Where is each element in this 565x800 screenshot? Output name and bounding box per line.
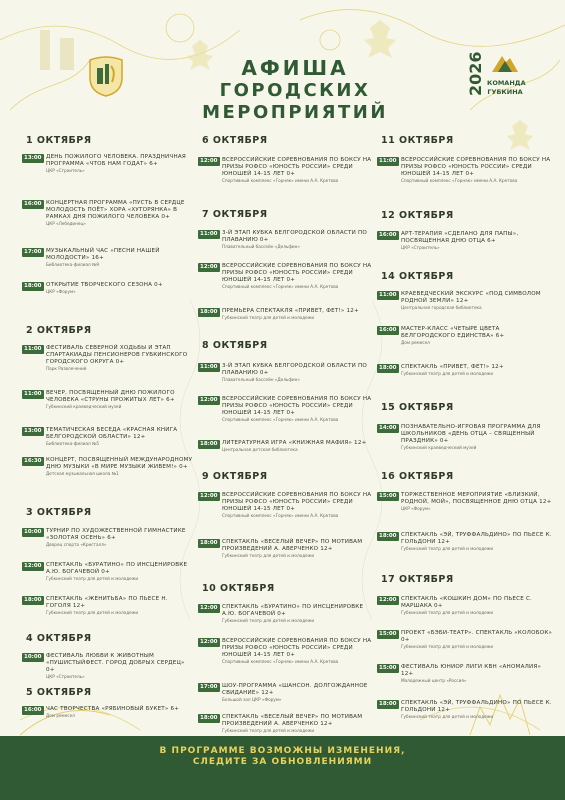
event-item (198, 539, 374, 559)
event-time-badge: 10:00 (24, 654, 42, 660)
event-title: ВСЕРОССИЙСКИЕ СОРЕВНОВАНИЯ ПО БОКСУ НА ПРИЗЫ РОФСО «ЮНОСТЬ РОССИИ» СРЕДИ ЮНОШЕЙ 14-15 ЛЕТ 0+ (222, 263, 372, 283)
event-time-badge: 12:00 (200, 397, 218, 403)
event-item (198, 157, 374, 184)
event-time-badge: 18:00 (379, 365, 397, 371)
event-venue: Губкинский театр для детей и молодежи (401, 610, 494, 615)
date-heading: 5 ОКТЯБРЯ (26, 687, 92, 698)
event-item (377, 364, 553, 377)
event-item (198, 363, 374, 383)
event-item (198, 308, 374, 321)
event-venue: Детская музыкальная школа №1 (46, 471, 119, 476)
event-venue: Губкинский театр для детей и молодежи (401, 714, 494, 719)
date-heading: 7 ОКТЯБРЯ (202, 209, 268, 220)
event-time-badge: 12:00 (200, 493, 218, 499)
event-title: 3-Й ЭТАП КУБКА БЕЛГОРОДСКОЙ ОБЛАСТИ ПО ПЛАВАНИЮ 0+ (222, 363, 368, 376)
event-venue: Спортивный комплекс «Горняк» имени А.А. Кретова (222, 284, 339, 289)
event-venue: Губкинский театр для детей и молодежи (222, 618, 315, 623)
event-time-badge: 16:00 (379, 232, 397, 238)
event-venue: Губкинский театр для детей и молодежи (401, 546, 494, 551)
event-item (377, 231, 553, 251)
event-title: ВСЕРОССИЙСКИЕ СОРЕВНОВАНИЯ ПО БОКСУ НА ПРИЗЫ РОФСО «ЮНОСТЬ РОССИИ» СРЕДИ ЮНОШЕЙ 14-15 ЛЕТ 0+ (222, 492, 372, 512)
event-time-badge: 12:00 (379, 597, 397, 603)
event-item (377, 157, 553, 184)
date-heading: 12 ОКТЯБРЯ (381, 210, 454, 221)
event-time-badge: 11:00 (379, 158, 397, 164)
event-venue: Дворец спорта «Кристалл» (46, 542, 107, 547)
header (0, 0, 565, 123)
event-item (198, 604, 374, 624)
event-venue: ЦКР «Лебединец» (46, 221, 86, 226)
event-title: ПРЕМЬЕРА СПЕКТАКЛЯ «ПРИВЕТ, ФЕТ!» 12+ (222, 308, 359, 314)
event-item (198, 263, 374, 290)
event-time-badge: 18:00 (200, 540, 218, 546)
event-title: АРТ-ТЕРАПИЯ «СДЕЛАНО ДЛЯ ПАПЫ», ПОСВЯЩЕННАЯ ДНЮ ОТЦА 6+ (401, 231, 519, 244)
event-venue: Спортивный комплекс «Горняк» имени А.А. Кретова (222, 659, 339, 664)
event-title: ЧАС ТВОРЧЕСТВА «РЯБИНОВЫЙ БУКЕТ» 6+ (46, 706, 180, 712)
city-emblem-icon (88, 54, 124, 98)
event-title: ПРОЕКТ «БЭБИ-ТЕАТР». СПЕКТАКЛЬ «КОЛОБОК» 0+ (401, 630, 553, 643)
event-item (198, 683, 374, 703)
page-title (130, 56, 460, 124)
event-time-badge: 12:00 (200, 639, 218, 645)
event-item (22, 154, 194, 174)
event-item (377, 596, 553, 616)
event-item (377, 700, 553, 720)
event-time-badge: 10:00 (24, 529, 42, 535)
event-item (198, 492, 374, 519)
event-item (198, 230, 374, 250)
event-venue: Губкинский театр для детей и молодежи (401, 371, 494, 376)
event-title: ВЕЧЕР, ПОСВЯЩЕННЫЙ ДНЮ ПОЖИЛОГО ЧЕЛОВЕКА «СТРУНЫ ПРОЖИТЫХ ЛЕТ» 6+ (46, 390, 175, 403)
event-venue: Губкинский краеведческий музей (401, 445, 477, 450)
event-time-badge: 13:00 (24, 428, 42, 434)
title-line-2: ГОРОДСКИХ МЕРОПРИЯТИЙ (202, 80, 388, 123)
event-item (22, 653, 194, 680)
event-time-badge: 16:00 (379, 327, 397, 333)
footer-text (0, 746, 565, 768)
event-time-badge: 18:00 (379, 701, 397, 707)
event-time-badge: 17:00 (200, 684, 218, 690)
event-venue: Большой зал ЦКР «Форум» (222, 697, 282, 702)
event-title: СПЕКТАКЛЬ «ВЕСЕЛЫЙ ВЕЧЕР» ПО МОТИВАМ ПРОИЗВЕДЕНИЙ А. АВЕРЧЕНКО 12+ (222, 539, 363, 552)
event-venue: Спортивный комплекс «Горняк» имени А.А. Кретова (222, 178, 339, 183)
event-item (377, 424, 553, 451)
event-venue: Губкинский театр для детей и молодежи (46, 576, 139, 581)
date-heading: 1 ОКТЯБРЯ (26, 135, 92, 146)
event-title: ТОРЖЕСТВЕННОЕ МЕРОПРИЯТИЕ «БЛИЗКИЙ, РОДНОЙ, МОЙ», ПОСВЯЩЕННОЕ ДНЮ ОТЦА 12+ (401, 492, 552, 505)
event-title: ТУРНИР ПО ХУДОЖЕСТВЕННОЙ ГИМНАСТИКЕ «ЗОЛОТАЯ ОСЕНЬ» 6+ (46, 528, 186, 541)
event-venue: Плавательный бассейн «Дельфин» (222, 377, 300, 382)
event-item (22, 457, 194, 477)
event-title: ОТКРЫТИЕ ТВОРЧЕСКОГО СЕЗОНА 0+ (46, 282, 163, 288)
event-venue: Дом ремесел (401, 340, 430, 345)
event-item (22, 248, 194, 268)
event-time-badge: 12:00 (200, 264, 218, 270)
event-venue: Спортивный комплекс «Горняк» имени А.А. Кретова (401, 178, 518, 183)
event-time-badge: 11:00 (24, 346, 42, 352)
event-venue: Губкинский краеведческий музей (46, 404, 122, 409)
date-heading: 11 ОКТЯБРЯ (381, 135, 454, 146)
title-line-1: АФИША (241, 56, 349, 80)
event-time-badge: 18:00 (379, 533, 397, 539)
date-heading: 15 ОКТЯБРЯ (381, 402, 454, 413)
footer-line-1: В ПРОГРАММЕ ВОЗМОЖНЫ ИЗМЕНЕНИЯ, (159, 746, 406, 756)
event-venue: ЦКР «Строитель» (401, 245, 440, 250)
event-title: КОНЦЕРТНАЯ ПРОГРАММА «ПУСТЬ В СЕРДЦЕ МОЛОДОСТЬ ПОЁТ» ХОРА «ХУТОРЯНКА» В РАМКАХ ДНЯ ПОЖИЛОГО ЧЕЛОВЕКА 0+ (46, 200, 185, 220)
event-venue: Парк Развлечений (46, 366, 87, 371)
date-heading: 3 ОКТЯБРЯ (26, 507, 92, 518)
event-time-badge: 17:00 (24, 249, 42, 255)
event-venue: Губкинский театр для детей и молодежи (46, 610, 139, 615)
event-item (22, 562, 194, 582)
event-item (377, 664, 553, 684)
event-venue: Спортивный комплекс «Горняк» имени А.А. Кретова (222, 417, 339, 422)
event-time-badge: 11:00 (379, 292, 397, 298)
date-heading: 9 ОКТЯБРЯ (202, 471, 268, 482)
event-title: ФЕСТИВАЛЬ СЕВЕРНОЙ ХОДЬБЫ И ЭТАП СПАРТАКИАДЫ ПЕНСИОНЕРОВ ГУБКИНСКОГО ГОРОДСКОГО ОКРУГА 0+ (46, 345, 188, 365)
event-title: СПЕКТАКЛЬ «ПРИВЕТ, ФЕТ!» 12+ (401, 364, 504, 370)
event-title: ВСЕРОССИЙСКИЕ СОРЕВНОВАНИЯ ПО БОКСУ НА ПРИЗЫ РОФСО «ЮНОСТЬ РОССИИ» СРЕДИ ЮНОШЕЙ 14-15 ЛЕТ 0+ (222, 396, 372, 416)
event-item (198, 638, 374, 665)
event-time-badge: 18:00 (24, 283, 42, 289)
event-time-badge: 12:00 (200, 158, 218, 164)
event-venue: Губкинский театр для детей и молодежи (222, 728, 315, 733)
event-item (198, 440, 374, 453)
date-heading: 16 ОКТЯБРЯ (381, 471, 454, 482)
event-venue: Плавательный бассейн «Дельфин» (222, 244, 300, 249)
event-title: 3-Й ЭТАП КУБКА БЕЛГОРОДСКОЙ ОБЛАСТИ ПО ПЛАВАНИЮ 0+ (222, 230, 368, 243)
event-item (22, 596, 194, 616)
event-title: СПЕКТАКЛЬ «КОШКИН ДОМ» ПО ПЬЕСЕ С. МАРШАКА 0+ (401, 596, 533, 609)
footer-banner (0, 736, 565, 800)
event-time-badge: 13:00 (24, 155, 42, 161)
event-item (377, 630, 553, 650)
event-title: СПЕКТАКЛЬ «ЭЙ, ТРУФФАЛЬДИНО» ПО ПЬЕСЕ К. ГОЛЬДОНИ 12+ (401, 532, 552, 545)
event-time-badge: 16:00 (24, 707, 42, 713)
event-venue: Губкинский театр для детей и молодежи (222, 315, 315, 320)
event-title: ТЕМАТИЧЕСКАЯ БЕСЕДА «КРАСНАЯ КНИГА БЕЛГОРОДСКОЙ ОБЛАСТИ» 12+ (46, 427, 178, 440)
event-title: МУЗЫКАЛЬНЫЙ ЧАС «ПЕСНИ НАШЕЙ МОЛОДОСТИ» 16+ (46, 248, 160, 261)
event-title: СПЕКТАКЛЬ «ВЕСЕЛЫЙ ВЕЧЕР» ПО МОТИВАМ ПРОИЗВЕДЕНИЙ А. АВЕРЧЕНКО 12+ (222, 714, 363, 727)
year-label: 2026 (466, 51, 485, 97)
event-item (22, 200, 194, 227)
event-time-badge: 18:00 (24, 597, 42, 603)
mountain-logo-icon (490, 52, 520, 74)
event-time-badge: 12:00 (200, 605, 218, 611)
event-item (22, 345, 194, 372)
event-item (377, 492, 553, 512)
event-title: ДЕНЬ ПОЖИЛОГО ЧЕЛОВЕКА. ПРАЗДНИЧНАЯ ПРОГРАММА «ЧТОБ НАМ ГОДАТ» 6+ (46, 154, 186, 167)
date-heading: 17 ОКТЯБРЯ (381, 574, 454, 585)
event-title: СПЕКТАКЛЬ «ЖЕНИТЬБА» ПО ПЬЕСЕ Н. ГОГОЛЯ 12+ (46, 596, 168, 609)
event-title: ВСЕРОССИЙСКИЕ СОРЕВНОВАНИЯ ПО БОКСУ НА ПРИЗЫ РОФСО «ЮНОСТЬ РОССИИ» СРЕДИ ЮНОШЕЙ 14-15 ЛЕТ 0+ (222, 157, 372, 177)
event-item (198, 396, 374, 423)
event-time-badge: 16:00 (24, 201, 42, 207)
event-venue: Библиотека-филиал №9 (46, 262, 100, 267)
event-title: ЛИТЕРАТУРНАЯ ИГРА «КНИЖНАЯ МАФИЯ» 12+ (222, 440, 367, 446)
event-time-badge: 15:00 (379, 493, 397, 499)
date-heading: 6 ОКТЯБРЯ (202, 135, 268, 146)
event-venue: Спортивный комплекс «Горняк» имени А.А. Кретова (222, 513, 339, 518)
event-time-badge: 12:00 (24, 563, 42, 569)
event-time-badge: 11:00 (200, 231, 218, 237)
event-item (22, 706, 194, 719)
team-logo-line-1: КОМАНДА (487, 79, 526, 87)
event-item (377, 326, 553, 346)
event-item (22, 390, 194, 410)
date-heading: 2 ОКТЯБРЯ (26, 325, 92, 336)
event-item (198, 714, 374, 734)
event-time-badge: 14:00 (379, 425, 397, 431)
event-title: ШОУ-ПРОГРАММА «ШАНСОН. ДОЛГОЖДАННОЕ СВИДАНИЕ» 12+ (222, 683, 368, 696)
event-venue: Центральная детская библиотека (222, 447, 298, 452)
event-title: ФЕСТИВАЛЬ ЛЮБВИ К ЖИВОТНЫМ «ПУШИСТЫЙФЕСТ. ГОРОД ДОБРЫХ СЕРДЕЦ» 0+ (46, 653, 185, 673)
event-venue: ЦКР «Форум» (401, 506, 431, 511)
event-time-badge: 11:00 (24, 391, 42, 397)
event-item (377, 291, 553, 311)
event-item (22, 528, 194, 548)
event-time-badge: 18:00 (200, 309, 218, 315)
event-venue: Молодежный центр «Россия» (401, 678, 467, 683)
event-venue: ЦКР «Строитель» (46, 674, 85, 679)
event-venue: ЦКР «Форум» (46, 289, 76, 294)
event-venue: ЦКР «Строитель» (46, 168, 85, 173)
event-venue: Библиотека-филиал №5 (46, 441, 100, 446)
team-logo (487, 52, 526, 100)
event-title: СПЕКТАКЛЬ «БУРАТИНО» ПО ИНСЦЕНИРОВКЕ А.Ю. БОГАЧЕВОЙ 0+ (46, 562, 188, 575)
date-heading: 14 ОКТЯБРЯ (381, 271, 454, 282)
event-title: СПЕКТАКЛЬ «ЭЙ, ТРУФФАЛЬДИНО» ПО ПЬЕСЕ К. ГОЛЬДОНИ 12+ (401, 700, 552, 713)
event-venue: Дом ремесел (46, 713, 75, 718)
event-title: КОНЦЕРТ, ПОСВЯЩЕННЫЙ МЕЖДУНАРОДНОМУ ДНЮ МУЗЫКИ «В МИРЕ МУЗЫКИ ЖИВЕМ!» 0+ (46, 457, 193, 470)
event-time-badge: 15:00 (379, 631, 397, 637)
event-time-badge: 16:30 (24, 458, 42, 464)
event-item (22, 282, 194, 295)
event-time-badge: 18:00 (200, 441, 218, 447)
event-title: КРАЕВЕДЧЕСКИЙ ЭКСКУРС «ПОД СИМВОЛОМ РОДНОЙ ЗЕМЛИ» 12+ (401, 291, 541, 304)
event-time-badge: 11:00 (200, 364, 218, 370)
date-heading: 8 ОКТЯБРЯ (202, 340, 268, 351)
event-title: СПЕКТАКЛЬ «БУРАТИНО» ПО ИНСЦЕНИРОВКЕ А.Ю. БОГАЧЕВОЙ 0+ (222, 604, 364, 617)
date-heading: 4 ОКТЯБРЯ (26, 633, 92, 644)
event-venue: Центральная городская библиотека (401, 305, 482, 310)
team-logo-line-2: ГУБКИНА (487, 88, 523, 96)
footer-line-2: СЛЕДИТЕ ЗА ОБНОВЛЕНИЯМИ (192, 757, 373, 767)
event-time-badge: 18:00 (200, 715, 218, 721)
event-title: МАСТЕР-КЛАСС «ЧЕТЫРЕ ЦВЕТА БЕЛГОРОДСКОГО ЕДИНСТВА» 6+ (401, 326, 505, 339)
event-title: ВСЕРОССИЙСКИЕ СОРЕВНОВАНИЯ ПО БОКСУ НА ПРИЗЫ РОФСО «ЮНОСТЬ РОССИИ» СРЕДИ ЮНОШЕЙ 14-15 ЛЕТ 0+ (401, 157, 551, 177)
event-venue: Губкинский театр для детей и молодежи (401, 644, 494, 649)
event-title: ВСЕРОССИЙСКИЕ СОРЕВНОВАНИЯ ПО БОКСУ НА ПРИЗЫ РОФСО «ЮНОСТЬ РОССИИ» СРЕДИ ЮНОШЕЙ 14-15 ЛЕТ 0+ (222, 638, 372, 658)
date-heading: 10 ОКТЯБРЯ (202, 583, 275, 594)
event-title: ПОЗНАВАТЕЛЬНО-ИГРОВАЯ ПРОГРАММА ДЛЯ ШКОЛЬНИКОВ «ДЕНЬ ОТЦА – СВЯЩЕННЫЙ ПРАЗДНИК» 0+ (401, 424, 541, 444)
event-title: ФЕСТИВАЛЬ ЮНИОР ЛИГИ КВН «АНОМАЛИЯ» 12+ (401, 664, 542, 677)
event-time-badge: 15:00 (379, 665, 397, 671)
event-venue: Губкинский театр для детей и молодежи (222, 553, 315, 558)
event-item (377, 532, 553, 552)
event-item (22, 427, 194, 447)
